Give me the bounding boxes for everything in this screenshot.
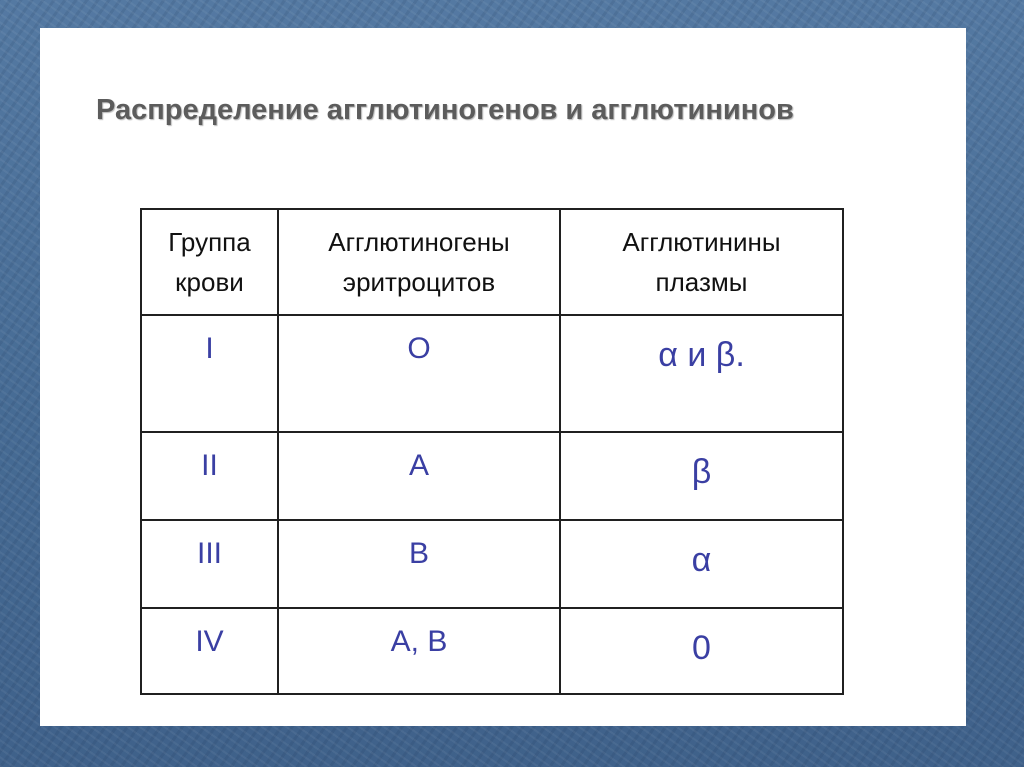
table-row (141, 432, 843, 520)
cell-group: II (141, 432, 278, 520)
header-line: Агглютиногены (328, 227, 510, 257)
cell-agglutinogens: A, B (278, 608, 560, 694)
slide (40, 28, 966, 726)
header-line: плазмы (655, 267, 748, 297)
blood-group-table-container (140, 208, 844, 695)
table-row (141, 315, 843, 432)
cell-agglutinogens: О (278, 315, 560, 432)
cell-agglutinins: β (560, 432, 843, 520)
blood-group-table (140, 208, 844, 695)
cell-group: IV (141, 608, 278, 694)
header-line: Агглютинины (622, 227, 781, 257)
cell-agglutinogens: A (278, 432, 560, 520)
header-line: Группа (168, 227, 251, 257)
table-row (141, 520, 843, 608)
cell-group: III (141, 520, 278, 608)
header-line: эритроцитов (342, 267, 496, 297)
cell-agglutinins: α и β. (560, 315, 843, 432)
table-header-row (141, 209, 843, 315)
cell-agglutinins: 0 (560, 608, 843, 694)
slide-title: Распределение агглютиногенов и агглютининов (96, 94, 794, 126)
header-agglutinogens (278, 209, 560, 315)
cell-group: I (141, 315, 278, 432)
header-line: крови (175, 267, 244, 297)
table-row (141, 608, 843, 694)
cell-agglutinins: α (560, 520, 843, 608)
header-agglutinins (560, 209, 843, 315)
header-blood-group (141, 209, 278, 315)
cell-agglutinogens: B (278, 520, 560, 608)
